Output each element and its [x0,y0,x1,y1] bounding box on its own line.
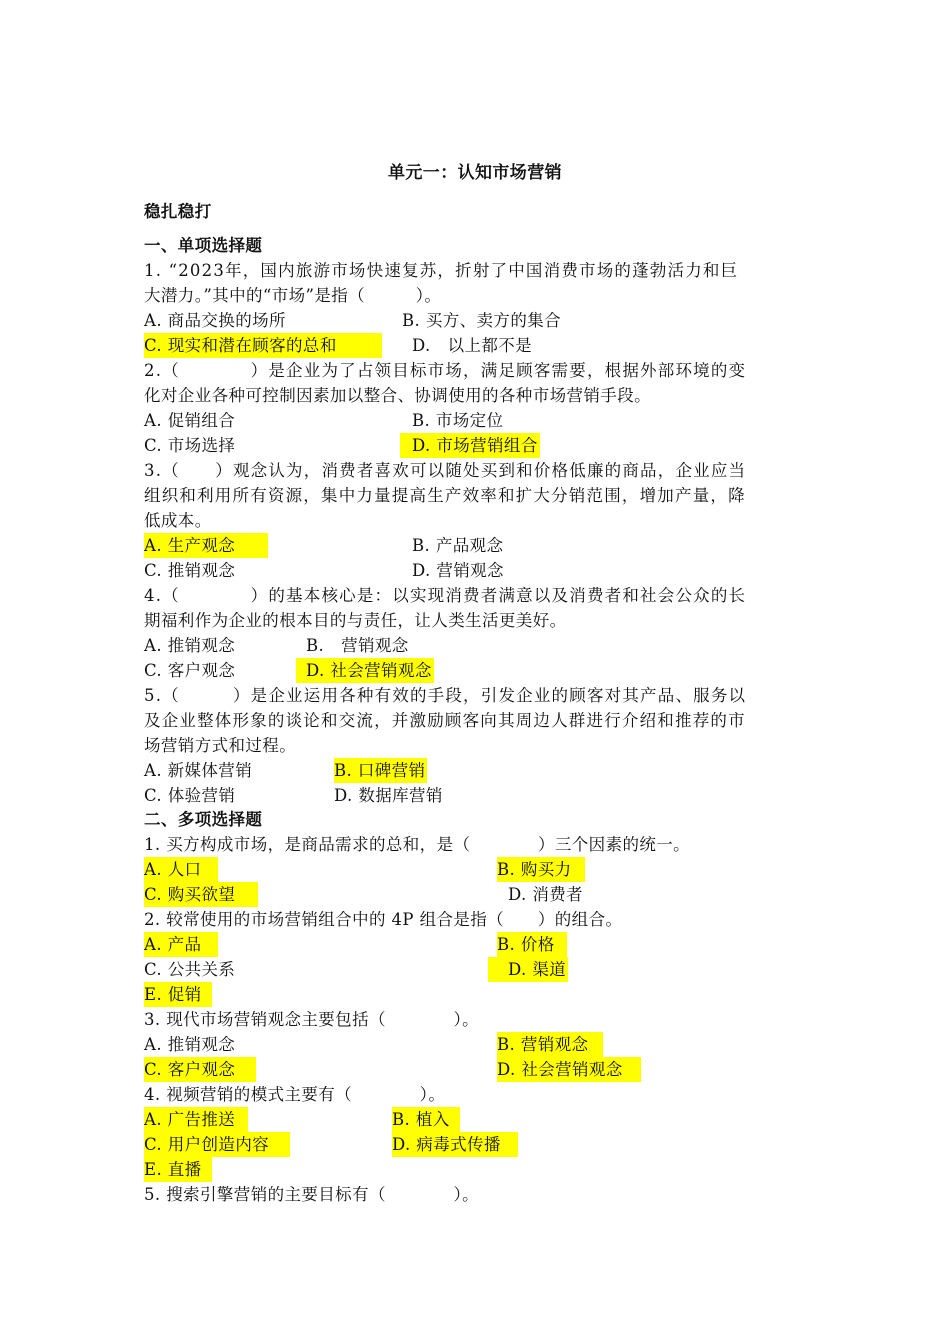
s2-q4-option-c-text: C. 用户创造内容 [144,1132,290,1157]
s2-q1-option-b [497,857,585,882]
s2-q2-line1: 2. 较常使用的市场营销组合中的 4P 组合是指（ ）的组合。 [144,910,623,929]
s1-q3-option-d: D. 营销观念 [412,561,504,580]
s1-q5-option-d: D. 数据库营销 [334,786,443,805]
s1-q3-line2: 组织和利用所有资源，集中力量提高生产效率和扩大分销范围，增加产量，降 [144,486,746,505]
s1-q4-option-a: A. 推销观念 [144,636,236,655]
s1-q1-option-b: B. 买方、卖方的集合 [402,311,562,330]
s1-q5-line2: 及企业整体形象的谈论和交流，并激励顾客向其周边人群进行介绍和推荐的市 [144,711,746,730]
s2-q1-line1: 1. 买方构成市场，是商品需求的总和，是（ ）三个因素的统一。 [144,835,691,854]
s1-q1-option-c [144,333,382,358]
s2-q3-option-b [497,1032,603,1057]
s2-q3-option-d [497,1057,641,1082]
subtitle: 稳扎稳打 [144,202,212,221]
s1-q4-option-d-text: D. 社会营销观念 [296,658,434,683]
s1-q1-option-a: A. 商品交换的场所 [144,311,286,330]
s2-q3-option-a: A. 推销观念 [144,1035,236,1054]
s1-q1-line1: 1. “2023年，国内旅游市场快速复苏，折射了中国消费市场的蓬勃活力和巨 [144,261,739,280]
s2-q4-line1: 4. 视频营销的模式主要有（ ）。 [144,1085,446,1104]
s2-q2-option-d-text: D. 渠道 [488,957,568,982]
s1-q3-line3: 低成本。 [144,511,212,530]
s1-q2-option-d-text: D. 市场营销组合 [400,433,540,458]
s2-q2-option-b [497,932,567,957]
s1-q5-option-b-text: B. 口碑营销 [334,758,427,783]
s1-q1-line2: 大潜力。”其中的“市场”是指（ ）。 [144,286,442,305]
s1-q4-line2: 期福利作为企业的根本目的与责任，让人类生活更美好。 [144,611,567,630]
s2-q2-option-a-text: A. 产品 [144,932,218,957]
s2-q4-option-e [144,1157,212,1182]
s1-q3-option-b: B. 产品观念 [412,536,504,555]
s2-q1-option-c-text: C. 购买欲望 [144,882,258,907]
s1-q3-option-a [144,533,268,558]
s1-q5-line3: 场营销方式和过程。 [144,736,297,755]
s2-q4-option-b-text: B. 植入 [392,1107,460,1132]
s1-q2-line2: 化对企业各种可控制因素加以整合、协调使用的各种市场营销手段。 [144,386,651,405]
s2-q1-option-a [144,857,218,882]
s2-q3-option-b-text: B. 营销观念 [497,1032,603,1057]
s1-q2-option-c: C. 市场选择 [144,436,236,455]
s2-q5-line1: 5. 搜索引擎营销的主要目标有（ ）。 [144,1185,480,1204]
section-heading-single-choice: 一、单项选择题 [144,236,263,255]
s1-q4-option-d [296,658,434,683]
s1-q4-option-c: C. 客户观念 [144,661,236,680]
s1-q3-line1: 3.（ ）观念认为，消费者喜欢可以随处买到和价格低廉的商品，企业应当 [144,461,747,480]
s2-q2-option-e-text: E. 促销 [144,982,212,1007]
s2-q2-option-a [144,932,218,957]
s2-q3-option-c-text: C. 客户观念 [144,1057,256,1082]
s1-q5-option-c: C. 体验营销 [144,786,236,805]
s1-q2-option-d [400,433,540,458]
s2-q2-option-d [488,957,568,982]
s1-q3-option-c: C. 推销观念 [144,561,236,580]
s1-q5-line1: 5.（ ）是企业运用各种有效的手段，引发企业的顾客对其产品、服务以 [144,686,747,705]
s2-q4-option-a [144,1107,248,1132]
s2-q4-option-a-text: A. 广告推送 [144,1107,248,1132]
s1-q5-option-a: A. 新媒体营销 [144,761,253,780]
s1-q1-option-d: D. 以上都不是 [412,336,533,355]
s2-q1-option-c [144,882,258,907]
s2-q2-option-b-text: B. 价格 [497,932,567,957]
s2-q4-option-c [144,1132,290,1157]
s1-q5-option-b [334,758,427,783]
s1-q4-line1: 4.（ ）的基本核心是：以实现消费者满意以及消费者和社会公众的长 [144,586,747,605]
s1-q2-option-a: A. 促销组合 [144,411,236,430]
s2-q3-option-c [144,1057,256,1082]
s2-q2-option-e [144,982,212,1007]
s2-q2-option-c: C. 公共关系 [144,960,236,979]
s2-q4-option-b [392,1107,460,1132]
s2-q4-option-d [392,1132,518,1157]
s1-q2-line1: 2.（ ）是企业为了占领目标市场，满足顾客需要，根据外部环境的变 [144,361,747,380]
s2-q1-option-d: D. 消费者 [508,885,584,904]
s1-q4-option-b: B. 营销观念 [306,636,409,655]
s2-q4-option-d-text: D. 病毒式传播 [392,1132,518,1157]
s2-q3-line1: 3. 现代市场营销观念主要包括（ ）。 [144,1010,480,1029]
s2-q1-option-a-text: A. 人口 [144,857,218,882]
s1-q3-option-a-text: A. 生产观念 [144,533,268,558]
s2-q1-option-b-text: B. 购买力 [497,857,585,882]
section-heading-multiple-choice: 二、多项选择题 [144,810,263,829]
page-title: 单元一：认知市场营销 [388,163,562,183]
s2-q4-option-e-text: E. 直播 [144,1157,212,1182]
s2-q3-option-d-text: D. 社会营销观念 [497,1057,641,1082]
s1-q1-option-c-text: C. 现实和潜在顾客的总和 [144,333,382,358]
s1-q2-option-b: B. 市场定位 [412,411,504,430]
